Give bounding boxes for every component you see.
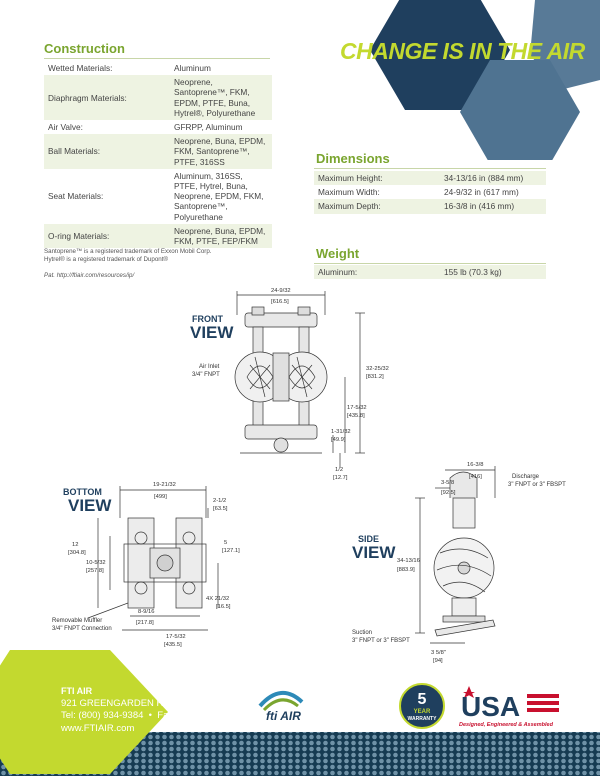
usa-text: USA xyxy=(461,691,521,722)
bottom-d4-mm: [127.1] xyxy=(222,548,240,554)
bottom-d5-dim: 8-9/16 xyxy=(138,609,155,615)
company-address: 921 GREENGARDEN ROAD ERIE, PA 16501 xyxy=(61,697,255,709)
bottom-view-label-top: BOTTOM xyxy=(63,487,102,497)
front-h2-mm: [435.8] xyxy=(347,413,365,419)
table-row: Seat Materials: Aluminum, 316SS, PTFE, Hytrel, Buna, Neoprene, EPDM, FKM, Santoprene™, Polyurethane xyxy=(48,170,264,222)
air-inlet-size: 3/4" FNPT xyxy=(192,372,220,378)
side-h2-mm: [94] xyxy=(433,658,443,664)
front-h2-dim: 17-5/32 xyxy=(347,405,367,411)
construction-title: Construction xyxy=(44,41,125,56)
construction-table xyxy=(44,61,272,248)
warranty-year: YEAR xyxy=(413,709,431,715)
front-view-drawing xyxy=(225,285,390,485)
bottom-d1-mm: [63.5] xyxy=(213,506,228,512)
dimensions-title: Dimensions xyxy=(316,151,390,166)
side-view-label: VIEW xyxy=(352,543,396,562)
bottom-d3-mm: [257.8] xyxy=(86,568,104,574)
front-height-mm: [831.2] xyxy=(366,374,384,380)
front-width-dim: 24-9/32 xyxy=(271,288,291,294)
suction-label: Suction xyxy=(352,630,373,636)
fti-logo-text: fti AIR xyxy=(266,709,301,723)
company-fax: Fax: (814) 459-3460 xyxy=(157,710,244,721)
trademark-note-1: Santoprene™ is a registered trademark of Exxon Mobil Corp. xyxy=(44,248,212,255)
bottom-d1-dim: 2-1/2 xyxy=(213,498,227,504)
muffler-label: Removable Muffler xyxy=(52,618,103,624)
discharge-label: Discharge xyxy=(512,474,540,480)
side-d1-dim: 3-5/8 xyxy=(441,480,455,486)
bottom-w2-mm: [435.5] xyxy=(164,642,182,648)
table-row: Wetted Materials: Aluminum xyxy=(48,63,211,73)
usa-badge xyxy=(455,680,565,730)
front-width-mm: [616.5] xyxy=(271,299,289,305)
trademark-note-2: Hytrel® is a registered trademark of Dupont® xyxy=(44,256,168,263)
footer-contact: FTI AIR 921 GREENGARDEN ROAD ERIE, PA 16501 Tel: (800) 934-9384 • Fax: (814) 459-3460 www.FTIAIR.com xyxy=(61,686,255,734)
side-view-drawing xyxy=(395,458,515,668)
patent-link[interactable]: Pat. http://ftiair.com/resources/ip/ xyxy=(44,272,135,279)
air-inlet-label: Air Inlet xyxy=(199,364,220,370)
front-view-label: VIEW xyxy=(190,323,234,342)
bottom-width-mm: [499] xyxy=(154,494,167,500)
bottom-w2-dim: 17-5/32 xyxy=(166,634,186,640)
bottom-d5-mm: [217.8] xyxy=(136,620,154,626)
table-row: Maximum Height: 34-13/16 in (884 mm) xyxy=(314,171,546,185)
table-row: Maximum Width: 24-9/32 in (617 mm) xyxy=(318,187,519,198)
fti-air-logo xyxy=(256,684,306,724)
weight-title: Weight xyxy=(316,246,360,261)
muffler-size: 3/4" FNPT Connection xyxy=(52,626,112,632)
discharge-size: 3" FNPT or 3" FBSPT xyxy=(508,482,566,488)
front-h3-dim: 1-31/32 xyxy=(331,429,351,435)
side-width-mm: [416] xyxy=(469,474,482,480)
usa-tagline: Designed, Engineered & Assembled xyxy=(459,722,553,728)
warranty-badge xyxy=(398,682,446,730)
company-phone: Tel: (800) 934-9384 xyxy=(61,710,144,721)
weight-table xyxy=(314,265,546,279)
hexagon-decoration xyxy=(330,0,600,160)
table-row: Diaphragm Materials: Neoprene, Santoprene™, FKM, EPDM, PTFE, Buna, Hytrel®, Polyurethane xyxy=(44,75,272,120)
side-h2-dim: 3 5/8" xyxy=(431,650,446,656)
company-name: FTI AIR xyxy=(61,686,93,696)
suction-size: 3" FNPT or 3" FBSPT xyxy=(352,638,410,644)
side-width-dim: 16-3/8 xyxy=(467,462,484,468)
bottom-view-label: VIEW xyxy=(68,496,112,515)
table-row: Ball Materials: Neoprene, Buna, EPDM, FKM, Santoprene™, PTFE, 316SS xyxy=(44,134,272,169)
front-height-dim: 32-25/32 xyxy=(366,366,389,372)
table-row: O-ring Materials: Neoprene, Buna, EPDM, FKM, PTFE, FEP/FKM xyxy=(44,224,272,248)
bottom-d2-dim: 12 xyxy=(72,542,79,548)
table-row: Maximum Depth: 16-3/8 in (416 mm) xyxy=(314,199,546,213)
company-website[interactable]: www.FTIAIR.com xyxy=(61,722,135,734)
bottom-width-dim: 19-21/32 xyxy=(153,482,176,488)
front-view-label-top: FRONT xyxy=(192,314,223,324)
bottom-d6-dim: 4X 21/32 xyxy=(206,596,230,602)
bottom-d3-dim: 10-5/32 xyxy=(86,560,106,566)
side-height-mm: [883.9] xyxy=(397,567,415,573)
front-h4-dim: 1/2 xyxy=(335,467,344,473)
dimensions-table xyxy=(314,171,546,214)
table-row: Air Valve: GFRPP, Aluminum xyxy=(48,122,243,133)
front-h3-mm: [49.9] xyxy=(331,437,346,443)
side-height-dim: 34-13/16 xyxy=(397,558,420,564)
bottom-view-drawing xyxy=(58,478,258,648)
warranty-number: 5 xyxy=(417,691,427,708)
headline: CHANGE IS IN THE AIR xyxy=(340,38,585,64)
bottom-d6-mm: [16.5] xyxy=(216,604,231,610)
bottom-d4-dim: 5 xyxy=(224,540,228,546)
side-view-label-top: SIDE xyxy=(358,534,380,544)
warranty-word: WARRANTY xyxy=(407,716,437,722)
bottom-d2-mm: [304.8] xyxy=(68,550,86,556)
front-h4-mm: [12.7] xyxy=(333,475,348,481)
side-d1-mm: [92.5] xyxy=(441,490,456,496)
table-row: Aluminum: 155 lb (70.3 kg) xyxy=(314,265,546,279)
